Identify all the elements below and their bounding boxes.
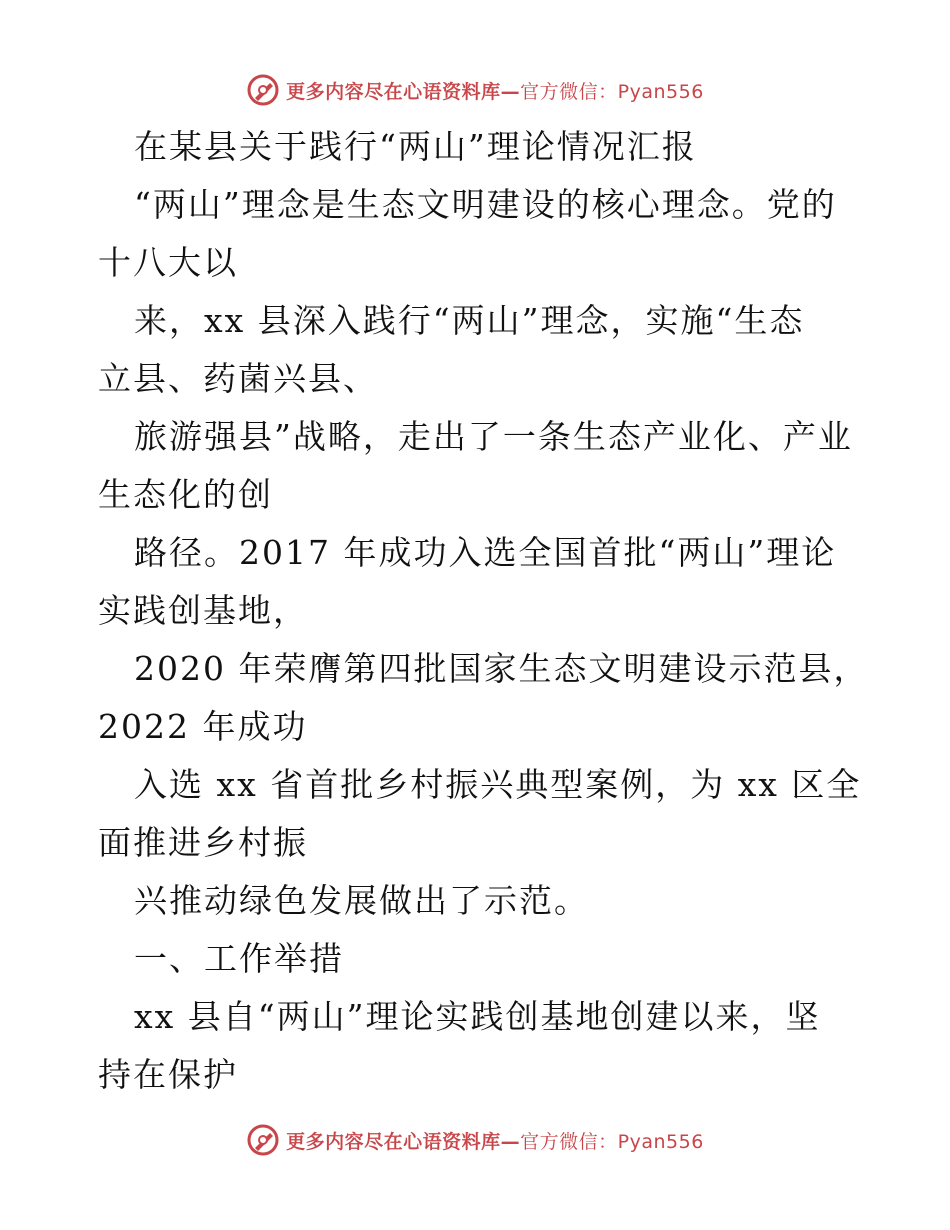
- document-title: 在某县关于践行“两山”理论情况汇报: [134, 127, 697, 166]
- paragraph-line: 路径。2017 年成功入选全国首批“两山”理论: [134, 533, 837, 572]
- section-heading: 一、工作举措: [134, 939, 344, 978]
- paragraph-line: 来，xx 县深入践行“两山”理念，实施“生态: [134, 301, 805, 340]
- banner-promo-text: 更多内容尽在心语资料库—: [286, 80, 521, 103]
- banner-wechat-id: 官方微信：Pyan556: [520, 1130, 704, 1153]
- header-banner: [0, 70, 950, 110]
- paragraph-line: 兴推动绿色发展做出了示范。: [134, 881, 589, 920]
- paragraph-line: 旅游强县”战略，走出了一条生态产业化、产业: [134, 417, 853, 456]
- paragraph-line: “两山”理念是生态文明建设的核心理念。党的: [134, 185, 837, 224]
- paragraph-line: 立县、药菌兴县、: [98, 359, 378, 398]
- banner-promo-text: 更多内容尽在心语资料库—: [286, 1130, 521, 1153]
- banner-wechat-id: 官方微信：Pyan556: [520, 80, 704, 103]
- paragraph-line: 实践创基地，: [98, 591, 308, 630]
- paragraph-line: 2020 年荣膺第四批国家生态文明建设示范县，: [134, 649, 869, 688]
- paragraph-line: 面推进乡村振: [98, 823, 308, 862]
- document-body: [98, 118, 869, 1104]
- pen-logo-icon: [246, 1123, 280, 1157]
- banner-text: [286, 77, 704, 104]
- paragraph-line: 十八大以: [98, 243, 238, 282]
- paragraph-line: xx 县自“两山”理论实践创基地创建以来，坚: [134, 997, 821, 1036]
- banner-text: [286, 1127, 704, 1154]
- footer-banner: [0, 1120, 950, 1160]
- paragraph-line: 生态化的创: [98, 475, 273, 514]
- pen-logo-icon: [246, 73, 280, 107]
- paragraph-line: 入选 xx 省首批乡村振兴典型案例，为 xx 区全: [134, 765, 862, 804]
- paragraph-line: 2022 年成功: [98, 707, 308, 746]
- paragraph-line: 持在保护: [98, 1055, 238, 1094]
